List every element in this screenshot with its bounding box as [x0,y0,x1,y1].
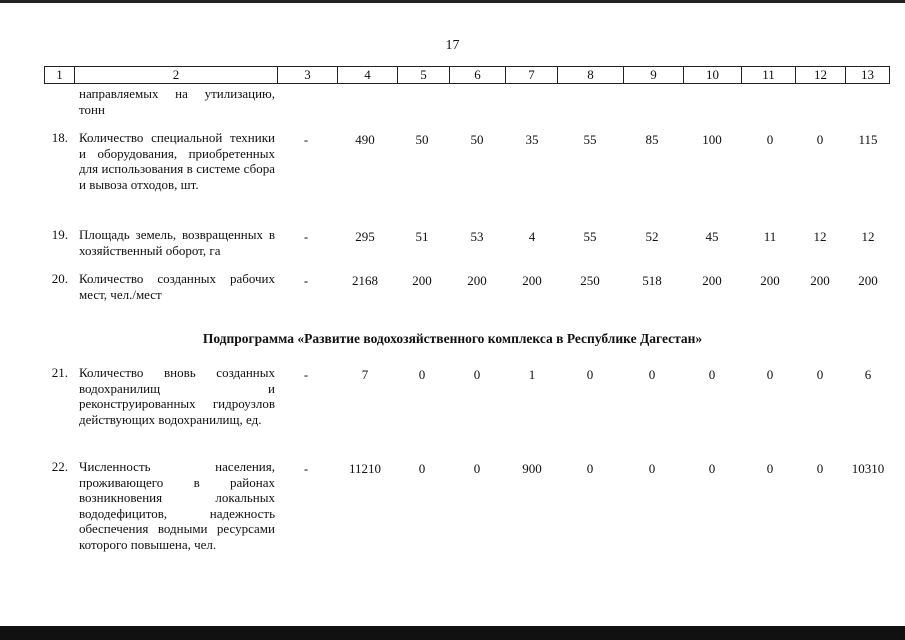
value-col-13: 12 [861,229,875,244]
value-col-9: 0 [648,461,656,476]
value-col-11: 0 [766,367,774,382]
subprogram-title: Подпрограмма «Развитие водохозяйственного комплекса в Республике Дагестан» [202,331,703,346]
header-cell-5: 5 [398,66,450,84]
header-cell-7: 7 [506,66,558,84]
value-col-8: 0 [586,367,594,382]
value-col-13: 6 [864,367,872,382]
value-col-7: 4 [528,229,536,244]
indicator-description: Численность населения, проживающего в районах возникновения локальных вододефицитов, надежность обеспечения водными ресурсами которого повышена, чел. [79,459,275,552]
row-number: 18. [51,130,68,145]
value-col-9: 0 [648,367,656,382]
value-col-11: 11 [763,229,777,244]
value-col-10: 0 [708,461,716,476]
indicator-description: Площадь земель, возвращенных в хозяйственный оборот, га [79,227,275,258]
header-cell-4: 4 [338,66,398,84]
value-col-7: 35 [525,132,539,147]
value-col-4: 2168 [352,273,378,288]
header-cell-11: 11 [742,66,796,84]
value-col-4: 11210 [348,461,382,476]
indicator-description: Количество созданных рабочих мест, чел./мест [79,271,275,302]
value-col-4: 295 [355,229,375,244]
value-col-12: 0 [816,367,824,382]
header-cell-10: 10 [684,66,742,84]
header-cell-9: 9 [624,66,684,84]
header-cell-6: 6 [450,66,506,84]
value-col-6: 50 [470,132,484,147]
value-col-12: 0 [816,461,824,476]
value-col-6: 53 [470,229,484,244]
value-col-5: 51 [415,229,429,244]
value-col-7: 1 [528,367,536,382]
continuation-text: направляемых на утилизацию, тонн [79,86,275,117]
header-cell-13: 13 [846,66,890,84]
value-col-12: 0 [816,132,824,147]
value-col-9: 518 [642,273,662,288]
value-col-13: 115 [858,132,878,147]
indicator-description: Количество специальной техники и оборудования, приобретенных для использования в системе сбора и вывоза отходов, шт. [79,130,275,192]
value-col-4: 7 [361,367,369,382]
value-col-8: 55 [583,132,597,147]
bottom-border [0,626,905,640]
value-col-8: 0 [586,461,594,476]
top-border [0,0,905,3]
value-col-12: 12 [813,229,827,244]
row-number: 19. [51,227,68,242]
page-number: 17 [445,38,460,53]
value-col-5: 50 [415,132,429,147]
value-col-9: 85 [645,132,659,147]
value-col-13: 200 [858,273,878,288]
value-col-11: 200 [760,273,780,288]
header-cell-12: 12 [796,66,846,84]
value-col-6: 0 [473,461,481,476]
value-col-10: 100 [702,132,722,147]
header-cell-2: 2 [75,66,278,84]
indicator-description: Количество вновь созданных водохранилищ и реконструированных гидроузлов действующих водохранилищ, ед. [79,365,275,427]
value-col-11: 0 [766,461,774,476]
value-col-10: 200 [702,273,722,288]
value-col-4: 490 [355,132,375,147]
value-col-3: - [303,367,309,382]
row-number: 22. [51,459,68,474]
value-col-3: - [303,461,309,476]
value-col-10: 0 [708,367,716,382]
value-col-6: 0 [473,367,481,382]
value-col-7: 200 [522,273,542,288]
value-col-6: 200 [467,273,487,288]
row-number: 20. [51,271,68,286]
value-col-3: - [303,229,309,244]
row-number: 21. [51,365,68,380]
value-col-7: 900 [522,461,542,476]
value-col-12: 200 [810,273,830,288]
value-col-13: 10310 [851,461,885,476]
header-cell-3: 3 [278,66,338,84]
value-col-5: 0 [418,461,426,476]
value-col-3: - [303,132,309,147]
header-cell-8: 8 [558,66,624,84]
value-col-5: 200 [412,273,432,288]
value-col-9: 52 [645,229,659,244]
value-col-10: 45 [705,229,719,244]
value-col-8: 55 [583,229,597,244]
header-cell-1: 1 [44,66,75,84]
value-col-8: 250 [580,273,600,288]
value-col-5: 0 [418,367,426,382]
value-col-11: 0 [766,132,774,147]
value-col-3: - [303,273,309,288]
